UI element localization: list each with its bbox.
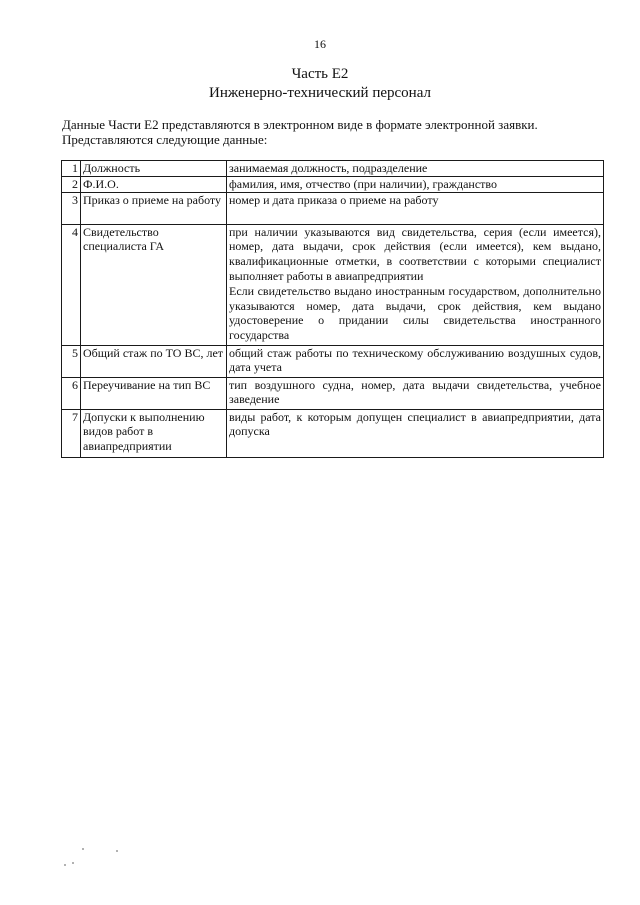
table-row	[62, 345, 604, 377]
row-field-description	[227, 345, 604, 377]
row-number: 7	[62, 409, 81, 457]
row-field-name: Общий стаж по ТО ВС, лет	[81, 345, 227, 377]
table-row	[62, 224, 604, 345]
row-field-description	[227, 224, 604, 345]
description-paragraph: фамилия, имя, отчество (при наличии), гражданство	[229, 176, 498, 191]
table-row	[62, 192, 604, 224]
description-paragraph: Если свидетельство выдано иностранным государством, дополнительно указываются номер, дата выдачи, срок действия, кем выдано удостоверение о придании силы свидетельства иностранного государства	[229, 283, 601, 343]
table-row	[62, 176, 604, 192]
scan-specks	[62, 848, 142, 868]
table-row	[62, 377, 604, 409]
row-field-description	[227, 176, 604, 192]
row-number: 1	[62, 161, 81, 177]
row-field-name: Должность	[81, 161, 227, 177]
description-paragraph: виды работ, к которым допущен специалист в авиапредприятии, дата допуска	[229, 409, 601, 439]
description-paragraph: занимаемая должность, подразделение	[229, 161, 428, 175]
row-number: 2	[62, 176, 81, 192]
table-row	[62, 161, 604, 177]
row-number: 3	[62, 192, 81, 224]
row-field-description	[227, 409, 604, 457]
section-title: Часть Е2	[291, 66, 349, 82]
row-number: 6	[62, 377, 81, 409]
row-field-description	[227, 161, 604, 177]
description-paragraph: при наличии указываются вид свидетельства, серия (если имеется), номер, дата выдачи, срок действия (если имеется), кем выдано, квалификационные отметки, в соответствии с которыми специалист выполняет работы в авиапредприятии	[229, 224, 601, 283]
table-row	[62, 409, 604, 457]
row-field-description	[227, 192, 604, 224]
row-field-name: Ф.И.О.	[81, 176, 227, 192]
description-paragraph: тип воздушного судна, номер, дата выдачи свидетельства, учебное заведение	[229, 377, 601, 407]
row-field-name: Переучивание на тип ВС	[81, 377, 227, 409]
row-field-name: Допуски к выполнению видов работ в авиапредприятии	[81, 409, 227, 457]
row-field-description	[227, 377, 604, 409]
row-field-name: Свидетельство специалиста ГА	[81, 224, 227, 345]
row-field-name: Приказ о приеме на работу	[81, 192, 227, 224]
page-number: 16	[314, 37, 326, 51]
row-number: 4	[62, 224, 81, 345]
section-subtitle: Инженерно-технический персонал	[209, 85, 431, 101]
intro-line-2: Представляются следующие данные:	[62, 132, 268, 147]
row-number: 5	[62, 345, 81, 377]
description-paragraph: номер и дата приказа о приеме на работу	[229, 192, 439, 207]
description-paragraph: общий стаж работы по техническому обслуживанию воздушных судов, дата учета	[229, 345, 601, 375]
data-table	[61, 160, 604, 458]
intro-line-1: Данные Части Е2 представляются в электронном виде в формате электронной заявки.	[62, 117, 538, 132]
intro-paragraph	[62, 117, 582, 147]
